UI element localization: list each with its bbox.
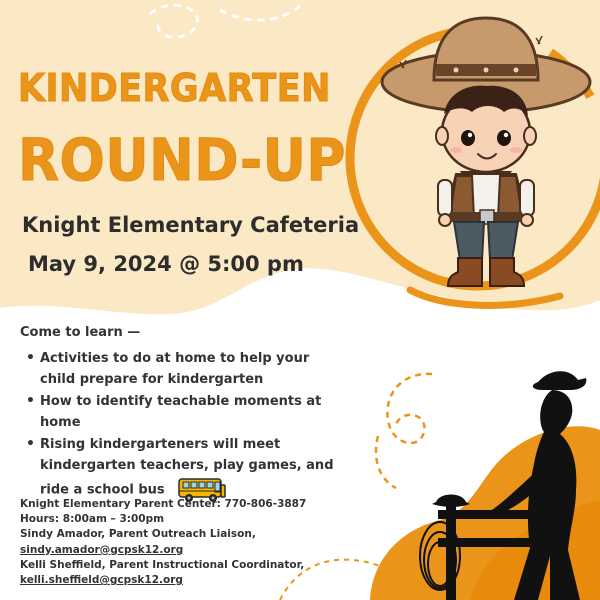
hours: Hours: 8:00am – 3:00pm [20, 513, 165, 526]
bullet-item [22, 391, 342, 433]
cowboy-boy-illustration [376, 14, 596, 296]
bullet-item [22, 434, 342, 504]
bullet-list [22, 348, 342, 505]
bullet-text: How to identify teachable moments at home [40, 394, 322, 430]
email-link-2[interactable]: kelli.sheffield@gcpsk12.org [20, 574, 183, 587]
cowboy-silhouette [410, 360, 600, 600]
email-link-1[interactable]: sindy.amador@gcpsk12.org [20, 543, 184, 556]
contact-name-1: Sindy Amador, Parent Outreach Liaison, [20, 528, 256, 541]
bullet-text: Activities to do at home to help your child prepare for kindergarten [40, 351, 310, 387]
bullet-text: Rising kindergarteners will meet kindergarten teachers, play games, and ride a school bus [40, 437, 334, 498]
event-location: Knight Elementary Cafeteria [22, 213, 360, 237]
bullet-item [22, 348, 342, 390]
title-line-1: KINDERGARTEN [18, 66, 331, 110]
contact-block [20, 497, 320, 588]
contact-name-2: Kelli Sheffield, Parent Instructional Coordinator, [20, 558, 305, 571]
intro-text: Come to learn — [20, 325, 141, 340]
title-line-2: ROUND-UP [18, 126, 346, 194]
parent-center-phone: Knight Elementary Parent Center: 770-806-3887 [20, 498, 307, 510]
event-datetime: May 9, 2024 @ 5:00 pm [28, 252, 304, 276]
